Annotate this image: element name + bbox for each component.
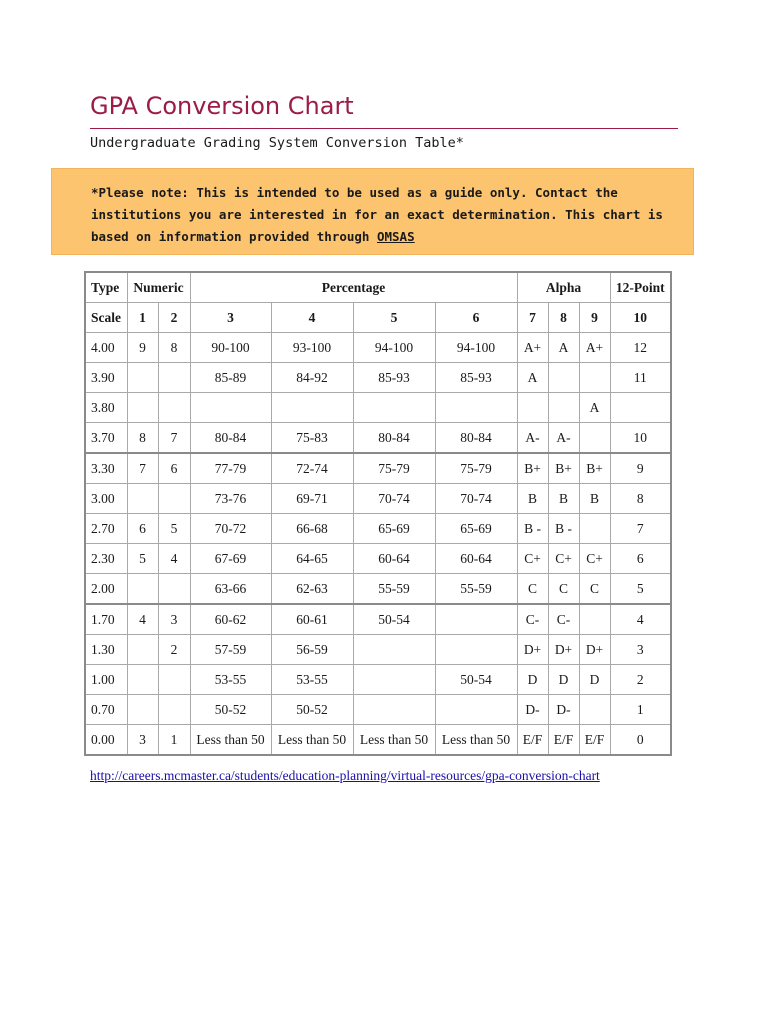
table-cell: [435, 604, 517, 635]
table-cell: 63-66: [190, 574, 271, 605]
table-cell: [158, 695, 190, 725]
table-row: [85, 333, 671, 363]
table-row: [85, 393, 671, 423]
gpa-conversion-table: [84, 271, 672, 756]
table-cell: 0.70: [85, 695, 127, 725]
table-cell: 1.30: [85, 635, 127, 665]
table-cell: 53-55: [190, 665, 271, 695]
table-cell: 50-54: [435, 665, 517, 695]
table-cell: C: [517, 574, 548, 605]
table-cell: 90-100: [190, 333, 271, 363]
table-cell: 7: [127, 453, 158, 484]
table-cell: 2.70: [85, 514, 127, 544]
table-cell: 85-93: [435, 363, 517, 393]
table-cell: B -: [517, 514, 548, 544]
table-cell: [435, 695, 517, 725]
table-cell: D: [579, 665, 610, 695]
column-header: 3: [190, 303, 271, 333]
table-row: [85, 544, 671, 574]
table-cell: 8: [158, 333, 190, 363]
header-percentage: Percentage: [190, 272, 517, 303]
table-cell: [190, 393, 271, 423]
table-cell: [579, 423, 610, 454]
table-cell: [353, 393, 435, 423]
table-cell: C-: [548, 604, 579, 635]
table-cell: A: [579, 393, 610, 423]
column-header: 2: [158, 303, 190, 333]
table-cell: 1: [158, 725, 190, 756]
column-header: Scale: [85, 303, 127, 333]
table-cell: 6: [158, 453, 190, 484]
table-cell: 7: [610, 514, 671, 544]
table-cell: Less than 50: [353, 725, 435, 756]
table-cell: 1: [610, 695, 671, 725]
table-cell: 0.00: [85, 725, 127, 756]
table-cell: [158, 484, 190, 514]
table-cell: 10: [610, 423, 671, 454]
table-cell: A: [548, 333, 579, 363]
table-cell: 50-54: [353, 604, 435, 635]
table-cell: B+: [548, 453, 579, 484]
title-divider: [90, 128, 678, 129]
table-cell: 4: [610, 604, 671, 635]
table-cell: [127, 695, 158, 725]
table-cell: 65-69: [353, 514, 435, 544]
table-cell: C+: [579, 544, 610, 574]
header-12-point: 12-Point: [610, 272, 671, 303]
table-cell: [158, 665, 190, 695]
table-cell: [127, 484, 158, 514]
table-cell: 5: [610, 574, 671, 605]
page-subtitle: Undergraduate Grading System Conversion Table*: [90, 135, 464, 151]
table-cell: 56-59: [271, 635, 353, 665]
table-cell: [435, 393, 517, 423]
table-cell: A-: [517, 423, 548, 454]
table-cell: 8: [127, 423, 158, 454]
table-cell: Less than 50: [435, 725, 517, 756]
table-cell: 9: [610, 453, 671, 484]
table-cell: 6: [610, 544, 671, 574]
table-cell: 4.00: [85, 333, 127, 363]
table-cell: [353, 665, 435, 695]
table-cell: 1.70: [85, 604, 127, 635]
table-cell: D+: [517, 635, 548, 665]
table-cell: 50-52: [190, 695, 271, 725]
table-cell: 9: [127, 333, 158, 363]
table-cell: C: [548, 574, 579, 605]
table-cell: 60-64: [353, 544, 435, 574]
table-cell: [435, 635, 517, 665]
table-row: [85, 423, 671, 454]
table-cell: [158, 574, 190, 605]
table-cell: 0: [610, 725, 671, 756]
table-row: [85, 635, 671, 665]
table-cell: A-: [548, 423, 579, 454]
page-title: GPA Conversion Chart: [90, 92, 354, 120]
table-cell: 57-59: [190, 635, 271, 665]
table-cell: 6: [127, 514, 158, 544]
table-row: [85, 574, 671, 605]
table-cell: 64-65: [271, 544, 353, 574]
table-cell: 5: [127, 544, 158, 574]
table-cell: 3.90: [85, 363, 127, 393]
table-cell: 80-84: [190, 423, 271, 454]
table-cell: 5: [158, 514, 190, 544]
table-cell: 75-79: [353, 453, 435, 484]
table-cell: A: [517, 363, 548, 393]
table-cell: 93-100: [271, 333, 353, 363]
column-header: 7: [517, 303, 548, 333]
table-cell: D: [517, 665, 548, 695]
omsas-link[interactable]: OMSAS: [376, 229, 415, 244]
table-cell: 3.30: [85, 453, 127, 484]
table-cell: Less than 50: [190, 725, 271, 756]
table-cell: 65-69: [435, 514, 517, 544]
table-cell: 11: [610, 363, 671, 393]
table-cell: [579, 695, 610, 725]
table-cell: B: [579, 484, 610, 514]
column-header: 8: [548, 303, 579, 333]
table-cell: 94-100: [353, 333, 435, 363]
table-cell: 3: [127, 725, 158, 756]
table-cell: 70-72: [190, 514, 271, 544]
table-cell: B: [548, 484, 579, 514]
table-row: [85, 665, 671, 695]
table-cell: 53-55: [271, 665, 353, 695]
table-cell: [127, 635, 158, 665]
table-cell: [353, 635, 435, 665]
table-cell: [579, 514, 610, 544]
table-cell: 2.30: [85, 544, 127, 574]
table-cell: 84-92: [271, 363, 353, 393]
table-cell: 60-64: [435, 544, 517, 574]
note-box: [51, 168, 694, 255]
table-row: [85, 725, 671, 756]
table-row: [85, 453, 671, 484]
table-cell: 3: [158, 604, 190, 635]
table-cell: [579, 604, 610, 635]
table-cell: 75-83: [271, 423, 353, 454]
table-cell: 1.00: [85, 665, 127, 695]
table-body: [85, 333, 671, 756]
table-cell: [610, 393, 671, 423]
table-cell: [158, 363, 190, 393]
table-cell: B+: [579, 453, 610, 484]
table-row: [85, 514, 671, 544]
table-row: [85, 604, 671, 635]
table-cell: 72-74: [271, 453, 353, 484]
table-cell: 70-74: [435, 484, 517, 514]
table-cell: 80-84: [435, 423, 517, 454]
table-row: [85, 484, 671, 514]
table-cell: 80-84: [353, 423, 435, 454]
table-cell: [158, 393, 190, 423]
table-cell: C-: [517, 604, 548, 635]
table-cell: 3.00: [85, 484, 127, 514]
table-cell: 2: [610, 665, 671, 695]
table-cell: E/F: [548, 725, 579, 756]
note-body: *Please note: This is intended to be used as a guide only. Contact the institutions you are interested in for an exact determination. This chart is based on information provided through: [91, 185, 663, 244]
table-cell: 66-68: [271, 514, 353, 544]
table-cell: C+: [517, 544, 548, 574]
table-cell: 70-74: [353, 484, 435, 514]
group-header-row: [85, 272, 671, 303]
table-row: [85, 363, 671, 393]
table-cell: [579, 363, 610, 393]
table-cell: 2: [158, 635, 190, 665]
table-cell: D-: [517, 695, 548, 725]
table-cell: B: [517, 484, 548, 514]
table-cell: 4: [127, 604, 158, 635]
table-cell: 69-71: [271, 484, 353, 514]
header-type: Type: [85, 272, 127, 303]
table-cell: [548, 393, 579, 423]
table-cell: [127, 393, 158, 423]
table-cell: C+: [548, 544, 579, 574]
table-cell: 67-69: [190, 544, 271, 574]
table-cell: 50-52: [271, 695, 353, 725]
table-cell: A+: [579, 333, 610, 363]
table-cell: E/F: [517, 725, 548, 756]
column-header: 4: [271, 303, 353, 333]
table-cell: [353, 695, 435, 725]
column-header: 5: [353, 303, 435, 333]
table-cell: 55-59: [435, 574, 517, 605]
table-cell: 55-59: [353, 574, 435, 605]
table-cell: 62-63: [271, 574, 353, 605]
table-cell: [517, 393, 548, 423]
table-cell: 3.80: [85, 393, 127, 423]
table-cell: D: [548, 665, 579, 695]
table-cell: [271, 393, 353, 423]
table-cell: 73-76: [190, 484, 271, 514]
table-cell: 7: [158, 423, 190, 454]
table-cell: 60-62: [190, 604, 271, 635]
table-cell: B -: [548, 514, 579, 544]
table-cell: 75-79: [435, 453, 517, 484]
source-link[interactable]: http://careers.mcmaster.ca/students/education-planning/virtual-resources/gpa-conversion-chart: [90, 768, 600, 783]
table-cell: 60-61: [271, 604, 353, 635]
table-cell: D+: [579, 635, 610, 665]
column-header: 1: [127, 303, 158, 333]
table-cell: 4: [158, 544, 190, 574]
column-header: 9: [579, 303, 610, 333]
table-cell: 3: [610, 635, 671, 665]
table-row: [85, 695, 671, 725]
table-cell: [127, 363, 158, 393]
table-cell: [127, 665, 158, 695]
column-header-row: [85, 303, 671, 333]
table-cell: [127, 574, 158, 605]
table-cell: 77-79: [190, 453, 271, 484]
table-cell: Less than 50: [271, 725, 353, 756]
table-cell: D-: [548, 695, 579, 725]
table-cell: 2.00: [85, 574, 127, 605]
table-cell: 3.70: [85, 423, 127, 454]
table-cell: 85-89: [190, 363, 271, 393]
table-cell: D+: [548, 635, 579, 665]
table-cell: 85-93: [353, 363, 435, 393]
header-alpha: Alpha: [517, 272, 610, 303]
column-header: 10: [610, 303, 671, 333]
note-text: [91, 182, 683, 248]
column-header: 6: [435, 303, 517, 333]
table-cell: C: [579, 574, 610, 605]
table-cell: [548, 363, 579, 393]
table-cell: E/F: [579, 725, 610, 756]
table-cell: B+: [517, 453, 548, 484]
table-cell: 8: [610, 484, 671, 514]
table-cell: 12: [610, 333, 671, 363]
table-cell: 94-100: [435, 333, 517, 363]
table-cell: A+: [517, 333, 548, 363]
header-numeric: Numeric: [127, 272, 190, 303]
